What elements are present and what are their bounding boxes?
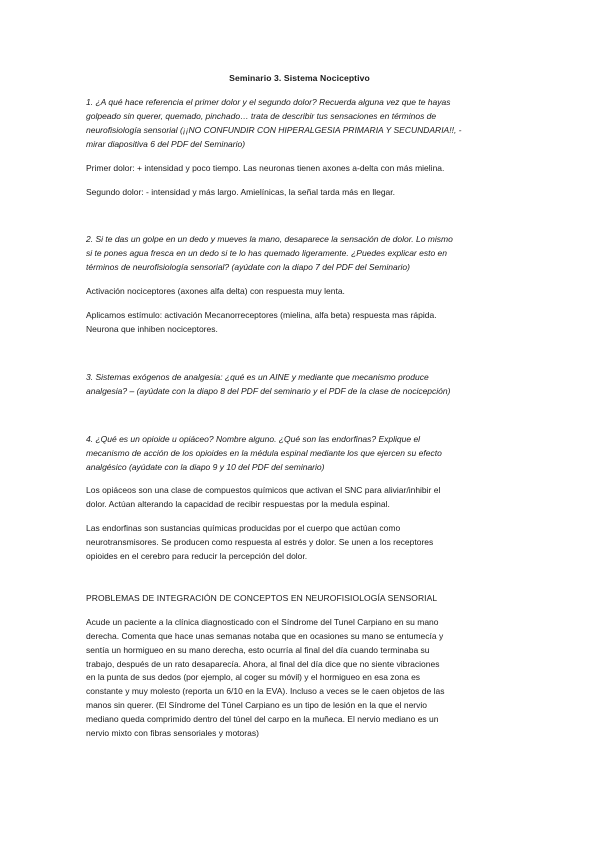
answer-4-endorphins: Las endorfinas son sustancias químicas producidas por el cuerpo que actúan como neurotransmisores. Se producen como respuesta al estrés y dolor. Se unen a los receptores opioides en el cerebro para reducir la percepción del dolor. — [86, 523, 434, 562]
question-4: 4. ¿Qué es un opioide u opiáceo? Nombre alguno. ¿Qué son las endorfinas? Explique el mecanismo de acción de los opioides en la médula espinal mediante los que ejercen su efecto analgésico (ayúdate con la diapo 9 y 10 del PDF del seminario) — [86, 433, 442, 472]
spacer — [86, 409, 514, 433]
case-text: Acude un paciente a la clínica diagnosticado con el Síndrome del Tunel Carpiano en su mano derecha. Comenta que hace unas semanas notaba que en ocasiones su mano se entumecía y sentía un hormigueo en su mano derecha, esto ocurría al final del día cuando terminaba su trabajo, después de un rato desaparecía. Ahora, al final del día dice que no siente vibraciones en la punta de sus dedos (por ejemplo, al coger su móvil) y el hormigueo en esa zona es constante y muy molesto (reporta un 6/10 en la EVA). Incluso a veces se le caen objetos de las manos sin querer. (El Síndrome del Túnel Carpiano es un tipo de lesión en la que el nervio mediano queda comprimido dentro del túnel del carpo en la muñeca. El nervio mediano es un nervio mixto con fibras sensoriales y motoras) — [86, 616, 445, 739]
answer-4-opiates: Los opiáceos son una clase de compuestos químicos que activan el SNC para aliviar/inhibir el dolor. Actúan alterando la capacidad de recibir respuestas por la medula espinal. — [86, 485, 441, 510]
question-1: 1. ¿A qué hace referencia el primer dolor y el segundo dolor? Recuerda alguna vez que te hayas golpeado sin querer, quemado, pinchado… trata de describir tus sensaciones en términos de neurofisiología sensorial (¡¡NO CONFUNDIR CON HIPERALGESIA PRIMARIA Y SECUNDARIA!!, - mirar diapositiva 6 del PDF del Seminario) — [86, 97, 462, 149]
spacer — [86, 347, 514, 371]
answer-2-nociceptors: Activación nociceptores (axones alfa delta) con respuesta muy lenta. — [86, 286, 345, 297]
document-body — [86, 96, 514, 751]
question-2: 2. Si te das un golpe en un dedo y mueves la mano, desaparece la sensación de dolor. Lo mismo si te pones agua fresca en un dedo si te lo has quemado ligeramente. ¿Puedes explicar esto en términos de neurofisiología sensorial? (ayúdate con la diapo 7 del PDF del Seminario) — [86, 234, 453, 273]
question-3: 3. Sistemas exógenos de analgesia: ¿qué es un AINE y mediante que mecanismo produce analgesia? – (ayúdate con la diapo 8 del PDF del seminario y el PDF de la clase de nocicepción) — [86, 371, 451, 396]
spacer — [86, 574, 514, 592]
section-heading: PROBLEMAS DE INTEGRACIÓN DE CONCEPTOS EN NEUROFISIOLOGÍA SENSORIAL — [86, 592, 438, 603]
answer-2-stimulus: Aplicamos estímulo: activación Mecanorreceptores (mielina, alfa beta) respuesta mas rápida. Neurona que inhiben nociceptores. — [86, 310, 437, 334]
answer-1-second-pain: Segundo dolor: - intensidad y más largo. Amielínicas, la señal tarda más en llegar. — [86, 186, 396, 197]
answer-1-first-pain: Primer dolor: + intensidad y poco tiempo. Las neuronas tienen axones a-delta con más mielina. — [86, 162, 445, 173]
document-title: Seminario 3. Sistema Nociceptivo — [229, 73, 370, 83]
spacer — [86, 209, 514, 233]
